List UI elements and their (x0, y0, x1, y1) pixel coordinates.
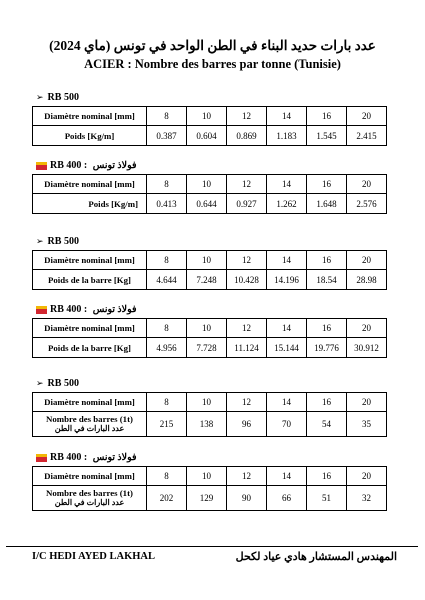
value-cell: 2.576 (347, 194, 387, 214)
value-cell: 28.98 (347, 270, 387, 290)
value-cell: 11.124 (227, 338, 267, 358)
row-header-value: Poids [Kg/m] (33, 126, 147, 146)
diameter-cell: 10 (187, 467, 227, 486)
diameter-cell: 8 (147, 467, 187, 486)
value-cell: 0.644 (187, 194, 227, 214)
title-french: ACIER : Nombre des barres par tonne (Tunisie) (84, 57, 341, 71)
value-cell: 15.144 (267, 338, 307, 358)
section-rb500-bar-weight (32, 236, 387, 290)
diameter-cell: 14 (267, 393, 307, 412)
title-arabic: عدد بارات حديد البناء في الطن الواحد في تونس (ماي 2024) (49, 38, 376, 53)
diameter-cell: 12 (227, 393, 267, 412)
row-header-value (33, 412, 147, 437)
diameter-cell: 14 (267, 319, 307, 338)
arrow-bullet-icon: ➢ (36, 93, 44, 103)
value-cell: 19.776 (307, 338, 347, 358)
diameter-cell: 10 (187, 319, 227, 338)
row-header-value: Poids [Kg/m] (33, 194, 147, 214)
value-cell: 0.387 (147, 126, 187, 146)
diameter-cell: 20 (347, 251, 387, 270)
section-rb400-bars-per-tonne (32, 452, 387, 511)
diameter-cell: 8 (147, 175, 187, 194)
row-header-value-ar: عدد البارات في الطن (54, 424, 125, 433)
diameter-cell: 14 (267, 107, 307, 126)
diameter-cell: 16 (307, 393, 347, 412)
value-cell: 35 (347, 412, 387, 437)
data-table (32, 174, 387, 214)
footer-divider (6, 546, 418, 547)
tunisia-flag-icon (36, 306, 47, 314)
value-cell: 7.248 (187, 270, 227, 290)
value-cell: 202 (147, 486, 187, 511)
row-header-value-fr: Nombre des barres (1t) (46, 488, 133, 498)
diameter-cell: 20 (347, 319, 387, 338)
diameter-cell: 12 (227, 175, 267, 194)
value-cell: 1.262 (267, 194, 307, 214)
value-cell: 2.415 (347, 126, 387, 146)
section-label: RB 400 : فولاذ تونس (32, 304, 387, 318)
diameter-cell: 16 (307, 251, 347, 270)
grade-label: RB 500 (47, 236, 79, 247)
grade-label-arabic: فولاذ تونس (92, 305, 137, 315)
diameter-cell: 8 (147, 251, 187, 270)
diameter-cell: 14 (267, 251, 307, 270)
diameter-cell: 12 (227, 467, 267, 486)
diameter-cell: 14 (267, 467, 307, 486)
value-cell: 90 (227, 486, 267, 511)
grade-label-arabic: فولاذ تونس (92, 453, 137, 463)
section-rb400-bar-weight (32, 304, 387, 358)
grade-label: RB 400 (50, 304, 82, 315)
grade-label: RB 400 (50, 160, 82, 171)
arrow-bullet-icon: ➢ (36, 237, 44, 247)
footer-author-latin: I/C HEDI AYED LAKHAL (32, 551, 156, 562)
diameter-cell: 16 (307, 467, 347, 486)
row-header-diameter: Diamètre nominal [mm] (33, 175, 147, 194)
diameter-cell: 8 (147, 107, 187, 126)
value-cell: 51 (307, 486, 347, 511)
row-header-value-fr: Nombre des barres (1t) (46, 414, 133, 424)
value-cell: 4.644 (147, 270, 187, 290)
grade-label: RB 500 (47, 92, 79, 103)
section-label (32, 92, 387, 106)
value-cell: 14.196 (267, 270, 307, 290)
value-cell: 129 (187, 486, 227, 511)
row-header-diameter: Diamètre nominal [mm] (33, 393, 147, 412)
value-cell: 96 (227, 412, 267, 437)
value-cell: 0.927 (227, 194, 267, 214)
value-cell: 10.428 (227, 270, 267, 290)
value-cell: 30.912 (347, 338, 387, 358)
value-cell: 1.183 (267, 126, 307, 146)
diameter-cell: 12 (227, 251, 267, 270)
section-rb500-bars-per-tonne (32, 378, 387, 437)
row-header-diameter: Diamètre nominal [mm] (33, 107, 147, 126)
data-table (32, 318, 387, 358)
grade-label: RB 500 (47, 378, 79, 389)
diameter-cell: 16 (307, 319, 347, 338)
value-cell: 66 (267, 486, 307, 511)
diameter-cell: 10 (187, 175, 227, 194)
row-header-value: Poids de la barre [Kg] (33, 338, 147, 358)
value-cell: 7.728 (187, 338, 227, 358)
value-cell: 18.54 (307, 270, 347, 290)
diameter-cell: 10 (187, 251, 227, 270)
row-header-diameter: Diamètre nominal [mm] (33, 467, 147, 486)
section-rb500-weight-per-meter (32, 92, 387, 146)
diameter-cell: 12 (227, 319, 267, 338)
diameter-cell: 12 (227, 107, 267, 126)
data-table (32, 106, 387, 146)
section-label: RB 400 : فولاذ تونس (32, 452, 387, 466)
diameter-cell: 20 (347, 107, 387, 126)
value-cell: 215 (147, 412, 187, 437)
diameter-cell: 10 (187, 393, 227, 412)
diameter-cell: 20 (347, 467, 387, 486)
value-cell: 32 (347, 486, 387, 511)
value-cell: 4.956 (147, 338, 187, 358)
data-table (32, 250, 387, 290)
row-header-value-ar: عدد البارات في الطن (54, 498, 125, 507)
footer-author-arabic: المهندس المستشار هادي عياد لكحل (235, 551, 397, 563)
diameter-cell: 8 (147, 393, 187, 412)
grade-label-arabic: فولاذ تونس (92, 161, 137, 171)
tunisia-flag-icon (36, 162, 47, 170)
value-cell: 1.545 (307, 126, 347, 146)
section-label (32, 378, 387, 392)
diameter-cell: 16 (307, 107, 347, 126)
row-header-value: Poids de la barre [Kg] (33, 270, 147, 290)
grade-label: RB 400 (50, 452, 82, 463)
row-header-diameter: Diamètre nominal [mm] (33, 319, 147, 338)
diameter-cell: 16 (307, 175, 347, 194)
diameter-cell: 20 (347, 175, 387, 194)
row-header-value (33, 486, 147, 511)
data-table (32, 466, 387, 511)
diameter-cell: 20 (347, 393, 387, 412)
value-cell: 138 (187, 412, 227, 437)
value-cell: 0.604 (187, 126, 227, 146)
value-cell: 1.648 (307, 194, 347, 214)
data-table (32, 392, 387, 437)
tunisia-flag-icon (36, 454, 47, 462)
diameter-cell: 10 (187, 107, 227, 126)
value-cell: 70 (267, 412, 307, 437)
row-header-diameter: Diamètre nominal [mm] (33, 251, 147, 270)
value-cell: 0.413 (147, 194, 187, 214)
section-label: RB 400 : فولاذ تونس (32, 160, 387, 174)
section-rb400-weight-per-meter (32, 160, 387, 214)
diameter-cell: 14 (267, 175, 307, 194)
value-cell: 54 (307, 412, 347, 437)
section-label (32, 236, 387, 250)
value-cell: 0.869 (227, 126, 267, 146)
arrow-bullet-icon: ➢ (36, 379, 44, 389)
diameter-cell: 8 (147, 319, 187, 338)
